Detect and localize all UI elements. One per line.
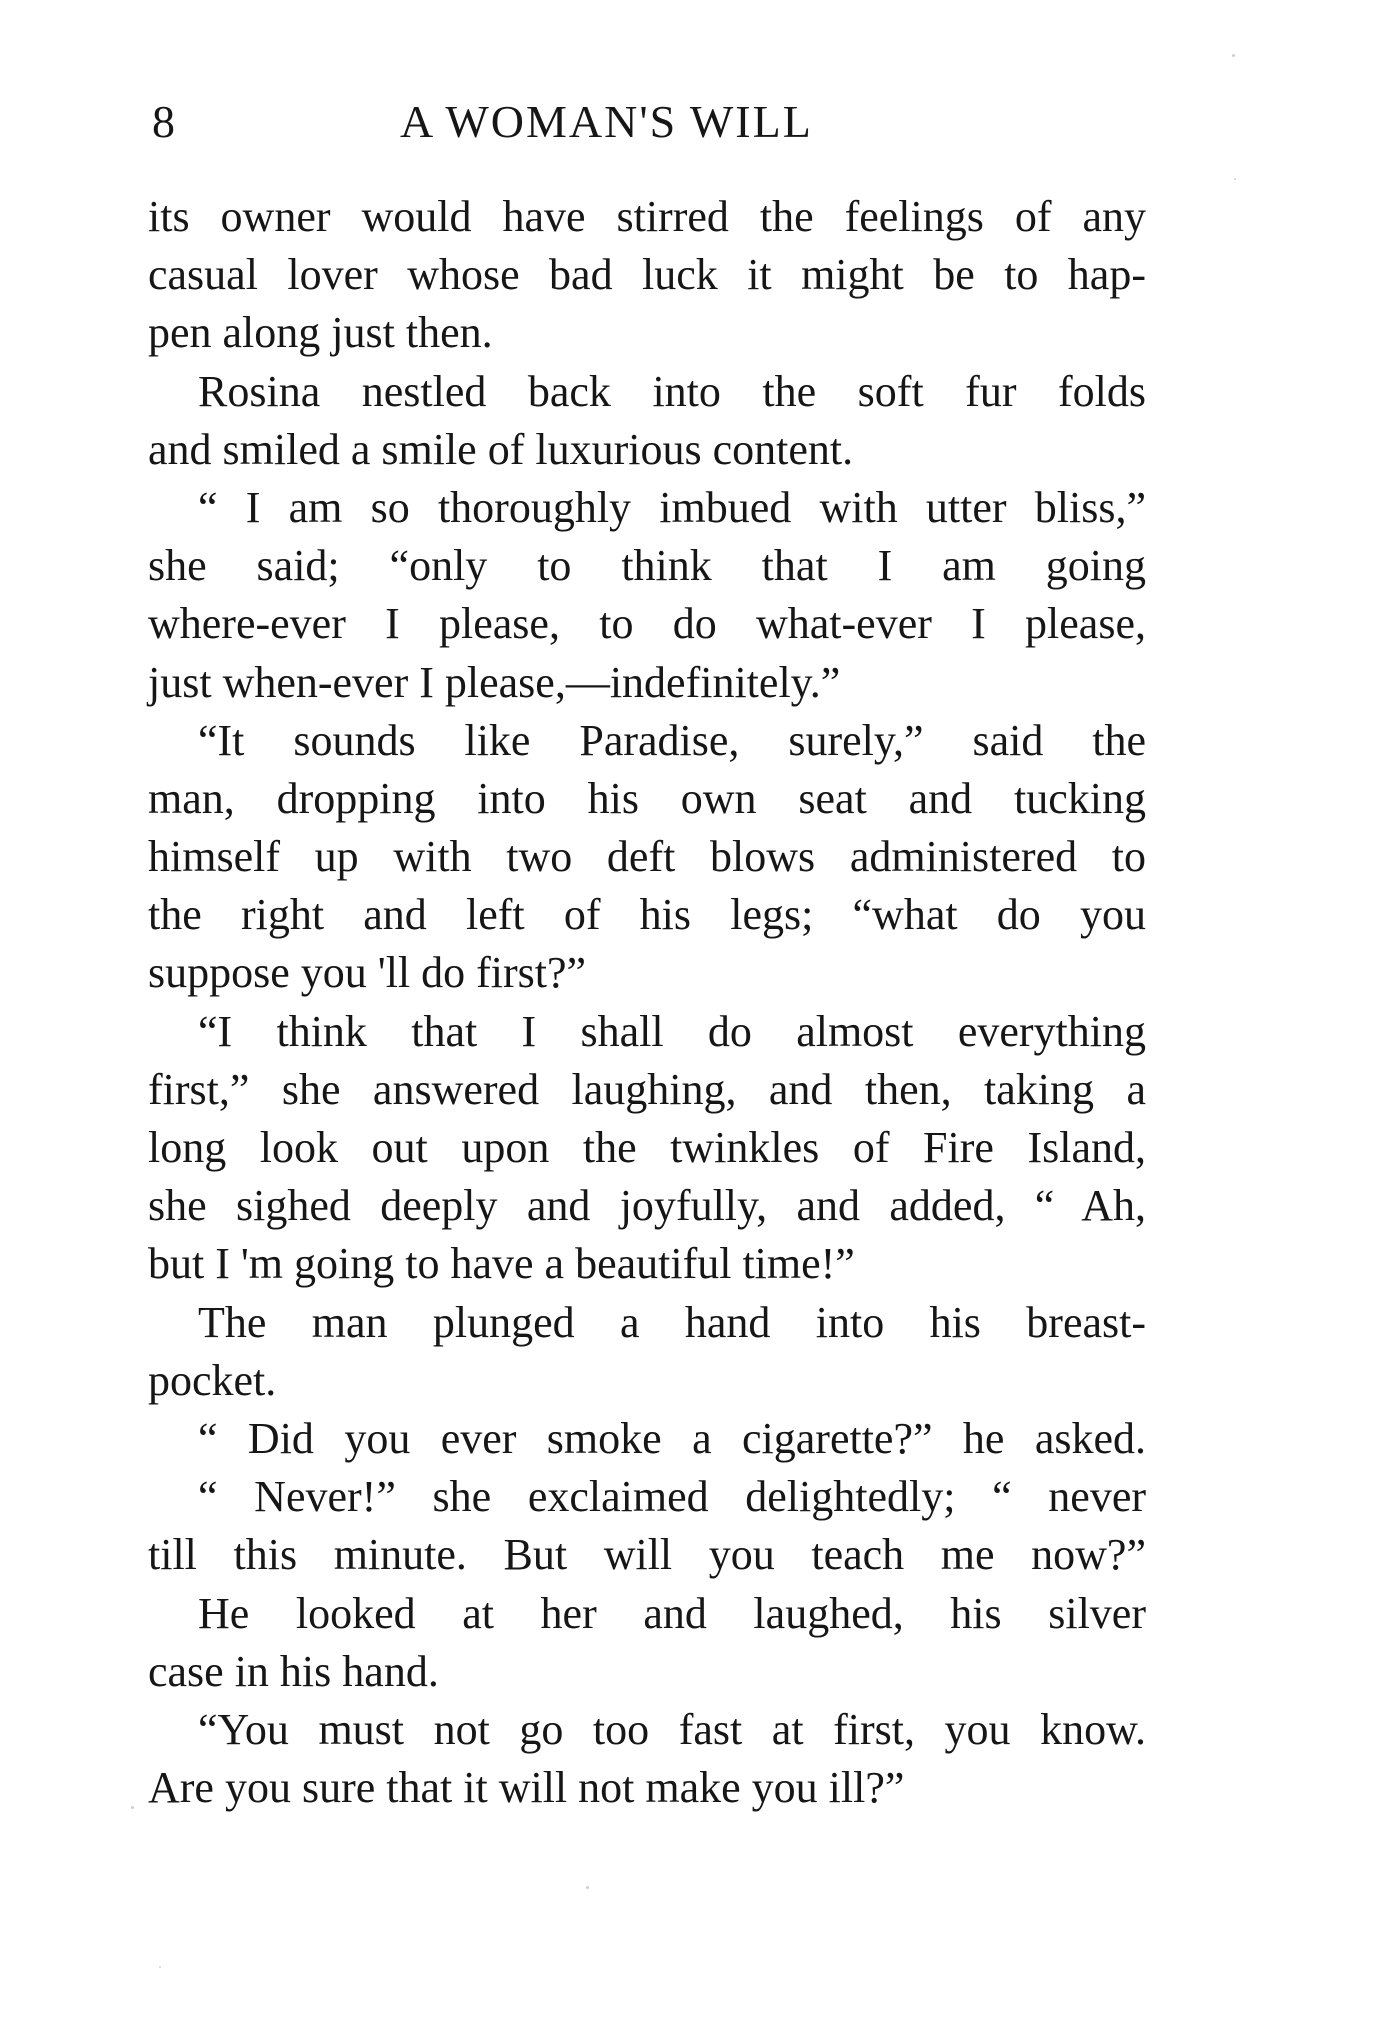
text-line: where-ever I please, to do what-ever I please, xyxy=(148,599,1146,649)
text-line: the right and left of his legs; “what do you xyxy=(148,890,1146,940)
text-line: till this minute. But will you teach me now?” xyxy=(148,1530,1146,1580)
text-line: “You must not go too fast at first, you know. xyxy=(198,1704,1146,1754)
text-line: “ I am so thoroughly imbued with utter bliss,” xyxy=(198,482,1146,532)
text-line: himself up with two deft blows administered to xyxy=(148,832,1146,882)
scan-speck xyxy=(1232,54,1235,57)
text-line: she sighed deeply and joyfully, and added, “ Ah, xyxy=(148,1181,1146,1231)
body-text xyxy=(148,188,1146,1817)
text-line: casual lover whose bad luck it might be to hap- xyxy=(148,250,1146,300)
text-line: just when-ever I please,—indefinitely.” xyxy=(148,657,841,707)
text-line: The man plunged a hand into his breast- xyxy=(198,1297,1146,1347)
text-line: He looked at her and laughed, his silver xyxy=(198,1588,1146,1638)
text-line: suppose you 'll do first?” xyxy=(148,948,587,998)
scan-speck xyxy=(586,1886,589,1889)
scan-speck xyxy=(159,1966,161,1968)
text-line: “ Did you ever smoke a cigarette?” he asked. xyxy=(198,1413,1146,1463)
text-line: first,” she answered laughing, and then, taking a xyxy=(148,1064,1146,1114)
scan-speck xyxy=(131,1806,134,1809)
text-line: “It sounds like Paradise, surely,” said the xyxy=(198,715,1146,765)
text-line: its owner would have stirred the feelings of any xyxy=(148,192,1146,241)
text-line: Rosina nestled back into the soft fur folds xyxy=(198,366,1146,416)
text-line: pen along just then. xyxy=(148,308,493,358)
running-head: A WOMAN'S WILL xyxy=(400,96,813,147)
text-line: but I 'm going to have a beautiful time!” xyxy=(148,1239,855,1289)
text-line: case in his hand. xyxy=(148,1646,439,1696)
text-line: pocket. xyxy=(148,1355,277,1405)
page-header xyxy=(152,92,1142,152)
text-line: long look out upon the twinkles of Fire Island, xyxy=(148,1123,1146,1172)
text-line: and smiled a smile of luxurious content. xyxy=(148,424,854,474)
text-line: man, dropping into his own seat and tucking xyxy=(148,773,1146,823)
text-line: “I think that I shall do almost everything xyxy=(198,1006,1146,1056)
text-line: “ Never!” she exclaimed delightedly; “ never xyxy=(198,1472,1146,1522)
text-line: Are you sure that it will not make you ill?” xyxy=(148,1763,905,1813)
text-line: she said; “only to think that I am going xyxy=(148,541,1146,591)
page-number: 8 xyxy=(152,96,175,147)
scan-speck xyxy=(1234,178,1236,180)
